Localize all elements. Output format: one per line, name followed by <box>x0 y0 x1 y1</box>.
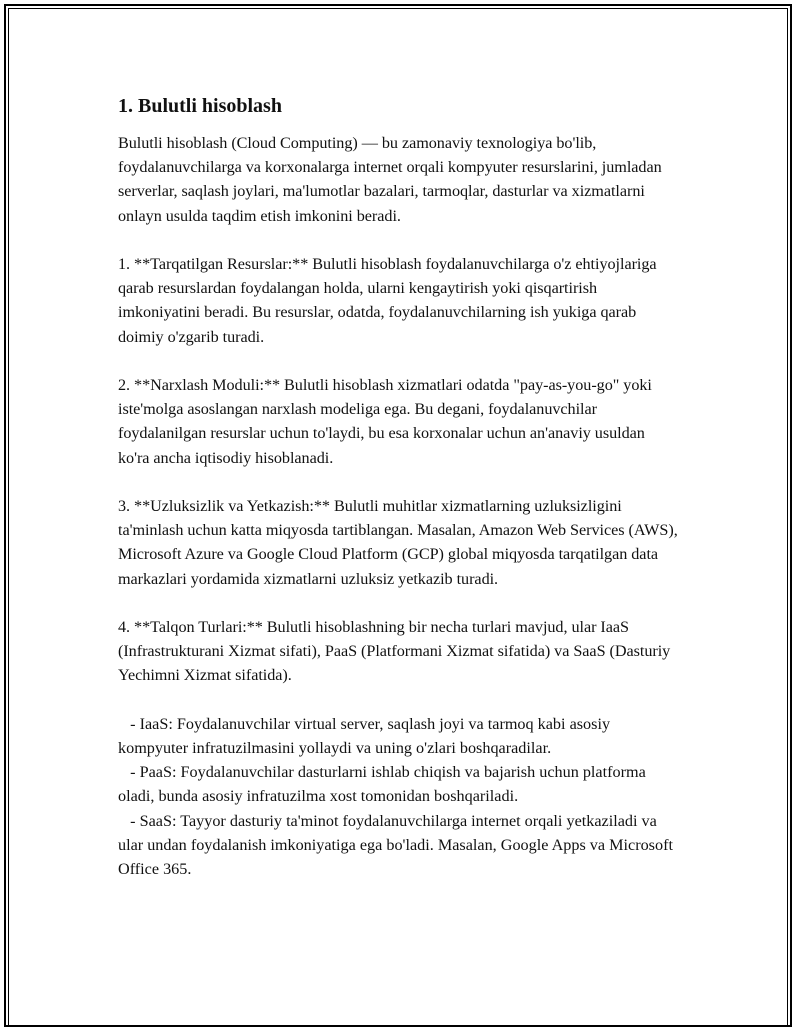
sub-item-saas: - SaaS: Tayyor dasturiy ta'minot foydalanuvchilarga internet orqali yetkaziladi va ular undan foydalanish imkoniyatiga ega bo'ladi. Masalan, Google Apps va Microsoft Office 365. <box>118 811 678 879</box>
list-item-continuity-delivery: 3. **Uzluksizlik va Yetkazish:** Bulutli muhitlar xizmatlarning uzluksizligini ta'minlash uchun katta miqyosda tartiblangan. Masalan, Amazon Web Services (AWS), Microsoft Azure va Google Cloud Platform (GCP) global miqyosda tarqatilgan data markazlari yordamida xizmatlarni uzluksiz yetkazib turadi. <box>118 497 678 588</box>
list-item-service-types: 4. **Talqon Turlari:** Bulutli hisoblashning bir necha turlari mavjud, ular IaaS (Infrastrukturani Xizmat sifati), PaaS (Platformani Xizmat sifatida) va SaaS (Dasturiy Yechimni Xizmat sifatida). <box>118 618 671 685</box>
sub-item-iaas: - IaaS: Foydalanuvchilar virtual server, saqlash joyi va tarmoq kabi asosiy kompyuter infratuzilmasini yollaydi va uning o'zlari boshqaradilar. <box>118 714 615 757</box>
sub-item-paas: - PaaS: Foydalanuvchilar dasturlarni ishlab chiqish va bajarish uchun platforma oladi, bunda asosiy infratuzilma xost tomonidan boshqariladi. <box>118 763 650 806</box>
service-types-sublist <box>118 712 678 881</box>
intro-paragraph: Bulutli hisoblash (Cloud Computing) — bu zamonaviy texnologiya bo'lib, foydalanuvchilarga va korxonalarga internet orqali kompyuter resurslarini, jumladan serverlar, saqlash joylari, ma'lumotlar bazalari, tarmoqlar, dasturlar va xizmatlarni onlayn usulda taqdim etish imkonini beradi. <box>118 134 662 225</box>
list-item-distributed-resources: 1. **Tarqatilgan Resurslar:** Bulutli hisoblash foydalanuvchilarga o'z ehtiyojlariga qarab resurslardan foydalangan holda, ularni kengaytirish yoki qisqartirish imkoniyatini beradi. Bu resurslar, odatda, foydalanuvchilarning ish yukiga qarab doimiy o'zgarib turadi. <box>118 255 657 346</box>
list-item-pricing-model: 2. **Narxlash Moduli:** Bulutli hisoblash xizmatlari odatda "pay-as-you-go" yoki iste'molga asoslangan narxlash modeliga ega. Bu degani, foydalanuvchilar foydalanilgan resurslar uchun to'laydi, bu esa korxonalar uchun an'anaviy usuldan ko'ra ancha iqtisodiy hisoblanadi. <box>118 376 652 467</box>
document-body <box>118 92 678 881</box>
section-heading: 1. Bulutli hisoblash <box>118 95 282 117</box>
